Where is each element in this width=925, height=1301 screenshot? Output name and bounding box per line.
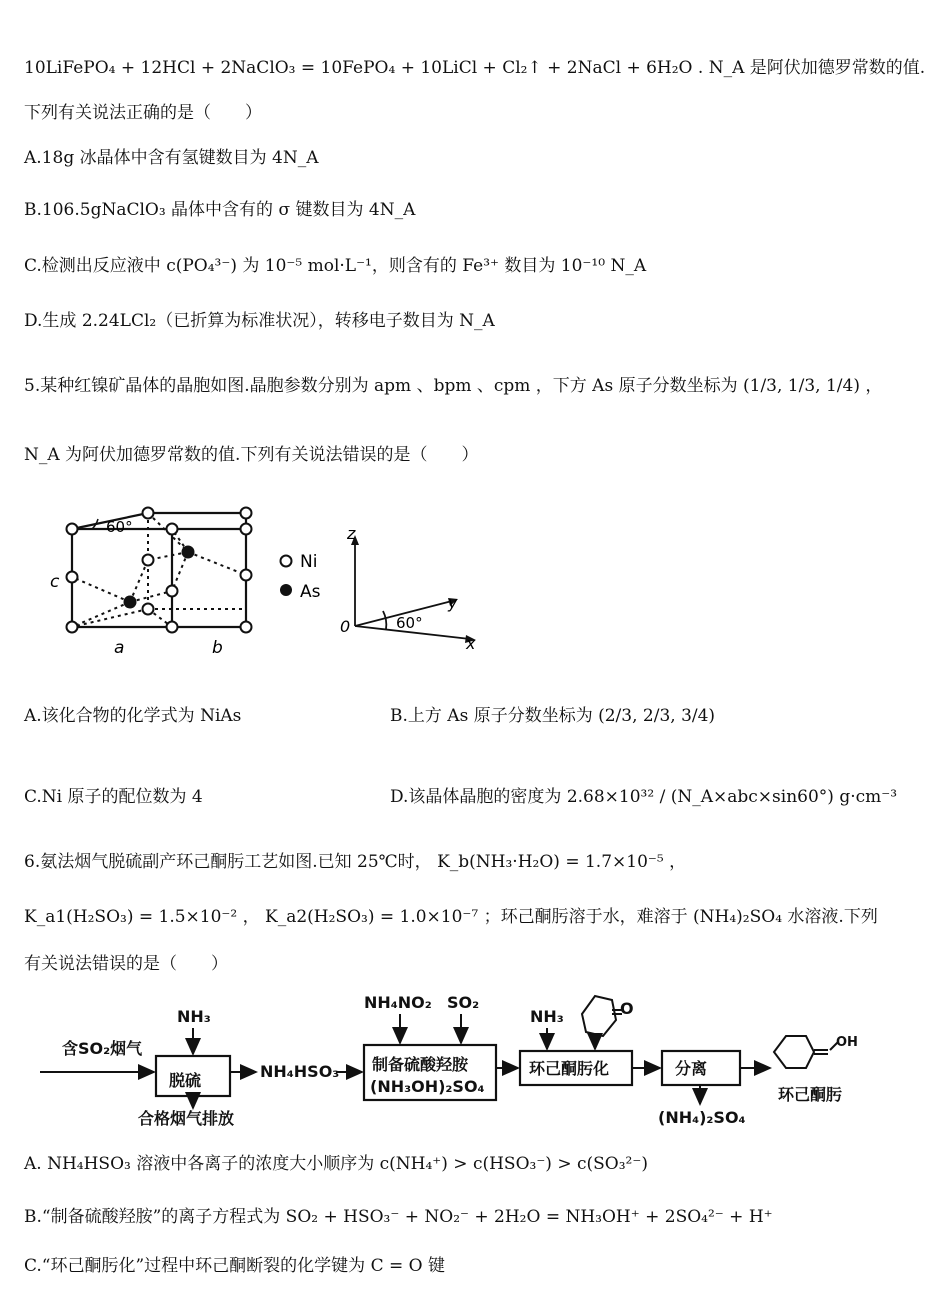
ni-atom <box>241 508 252 519</box>
oxime-structure <box>774 1036 838 1068</box>
q6-stem-line1: 6.氨法烟气脱硫副产环己酮肟工艺如图.已知 25℃时， K_b(NH₃·H₂O) = 1.7×10⁻⁵ ， <box>24 852 687 872</box>
as-atom-upper <box>182 546 195 559</box>
q4-option-a: A.18g 冰晶体中含有氢键数目为 4N_A <box>24 148 319 168</box>
ni-atom <box>143 508 154 519</box>
ni-atom <box>241 524 252 535</box>
q4-equation: 10LiFePO₄ + 12HCl + 2NaClO₃ = 10FePO₄ + 10LiCl + Cl₂↑ + 2NaCl + 6H₂O . <box>24 58 704 78</box>
as-atom-lower <box>124 596 137 609</box>
axis-z-label: z <box>347 524 356 543</box>
q4-option-c: C.检测出反应液中 c(PO₄³⁻) 为 10⁻⁵ mol·L⁻¹，则含有的 Fe³⁺ 数目为 10⁻¹⁰ N_A <box>24 256 647 276</box>
q6-option-c: C.“环己酮肟化”过程中环己酮断裂的化学键为 C = O 键 <box>24 1256 445 1276</box>
flow-box3-label: 环己酮肟化 <box>529 1059 610 1078</box>
flow-nh3-2: NH₃ <box>530 1007 564 1026</box>
flow-input-label: 含SO₂烟气 <box>62 1039 143 1058</box>
q4-option-d: D.生成 2.24LCl₂（已折算为标准状况），转移电子数目为 N_A <box>24 311 495 331</box>
flow-box4-label: 分离 <box>675 1059 708 1078</box>
flow-byproduct-label: (NH₄)₂SO₄ <box>658 1108 746 1127</box>
ni-atom <box>241 570 252 581</box>
axis-angle-label: 60° <box>396 614 423 632</box>
q5-stem-line2: N_A 为阿伏加德罗常数的值.下列有关说法错误的是（ ） <box>24 445 479 465</box>
q5-option-c: C.Ni 原子的配位数为 4 <box>24 787 203 807</box>
q4-equation-line <box>24 58 925 78</box>
flow-box2-line2: (NH₃OH)₂SO₄ <box>370 1077 485 1096</box>
crystal-cell-figure <box>40 505 540 665</box>
ni-atom <box>167 586 178 597</box>
legend-as-symbol <box>280 584 292 596</box>
q6-stem-line3: 有关说法错误的是（ ） <box>24 954 228 974</box>
q4-option-b: B.106.5gNaClO₃ 晶体中含有的 σ 键数目为 4N_A <box>24 200 416 220</box>
q6-option-a: A. NH₄HSO₃ 溶液中各离子的浓度大小顺序为 c(NH₄⁺) > c(HSO₃⁻) > c(SO₃²⁻) <box>24 1154 648 1174</box>
q6-stem-line2: K_a1(H₂SO₃) = 1.5×10⁻² ， K_a2(H₂SO₃) = 1.0×10⁻⁷ ；环己酮肟溶于水，难溶于 (NH₄)₂SO₄ 水溶液.下列 <box>24 907 878 927</box>
edge-label-b: b <box>212 638 223 658</box>
ni-atom <box>167 524 178 535</box>
angle-label: 60° <box>106 518 133 536</box>
axis-x-label: x <box>466 634 476 653</box>
cyclohexanone-structure <box>582 996 622 1036</box>
ni-atom <box>143 604 154 615</box>
flow-box2-line1: 制备硫酸羟胺 <box>372 1055 469 1074</box>
q5-option-d: D.该晶体晶胞的密度为 2.68×10³² / (N_A×abc×sin60°) g·cm⁻³ <box>390 787 898 807</box>
q5-stem-line1: 5.某种红镍矿晶体的晶胞如图.晶胞参数分别为 apm 、bpm 、cpm ，下方 As 原子分数坐标为 (1/3, 1/3, 1/4) ， <box>24 376 883 396</box>
process-flowchart <box>30 988 890 1138</box>
ni-atom <box>241 622 252 633</box>
flow-product-label: 环己酮肟 <box>778 1085 843 1104</box>
edge-label-a: a <box>114 638 125 658</box>
flow-exhaust-label: 合格烟气排放 <box>138 1109 235 1128</box>
edge-label-c: c <box>50 572 60 592</box>
legend-as-label: As <box>300 582 321 602</box>
legend-ni-symbol <box>281 556 292 567</box>
flow-nh3-1: NH₃ <box>177 1007 211 1026</box>
ni-atom <box>67 524 78 535</box>
ni-atom <box>143 555 154 566</box>
ni-atom <box>67 622 78 633</box>
q4-na-note: N_A 是阿伏加德罗常数的值. <box>708 58 925 78</box>
axis-origin-label: 0 <box>340 617 351 636</box>
ketone-oxygen-label: O <box>620 999 634 1018</box>
flow-box1-label: 脱硫 <box>169 1071 202 1090</box>
ni-atom <box>67 572 78 583</box>
oxime-oh-label: OH <box>836 1035 858 1050</box>
q4-stem: 下列有关说法正确的是（ ） <box>24 103 262 123</box>
ni-atom <box>167 622 178 633</box>
q6-option-b: B.“制备硫酸羟胺”的离子方程式为 SO₂ + HSO₃⁻ + NO₂⁻ + 2H₂O = NH₃OH⁺ + 2SO₄²⁻ + H⁺ <box>24 1207 773 1227</box>
legend-ni-label: Ni <box>300 552 318 572</box>
axis-y-label: y <box>448 593 458 612</box>
flow-reag1-label: NH₄NO₂ <box>364 993 432 1012</box>
q5-option-b: B.上方 As 原子分数坐标为 (2/3, 2/3, 3/4) <box>390 706 716 726</box>
q5-option-a: A.该化合物的化学式为 NiAs <box>24 706 242 726</box>
flow-reag2-label: SO₂ <box>447 993 480 1012</box>
flow-mid1-label: NH₄HSO₃ <box>260 1062 340 1081</box>
